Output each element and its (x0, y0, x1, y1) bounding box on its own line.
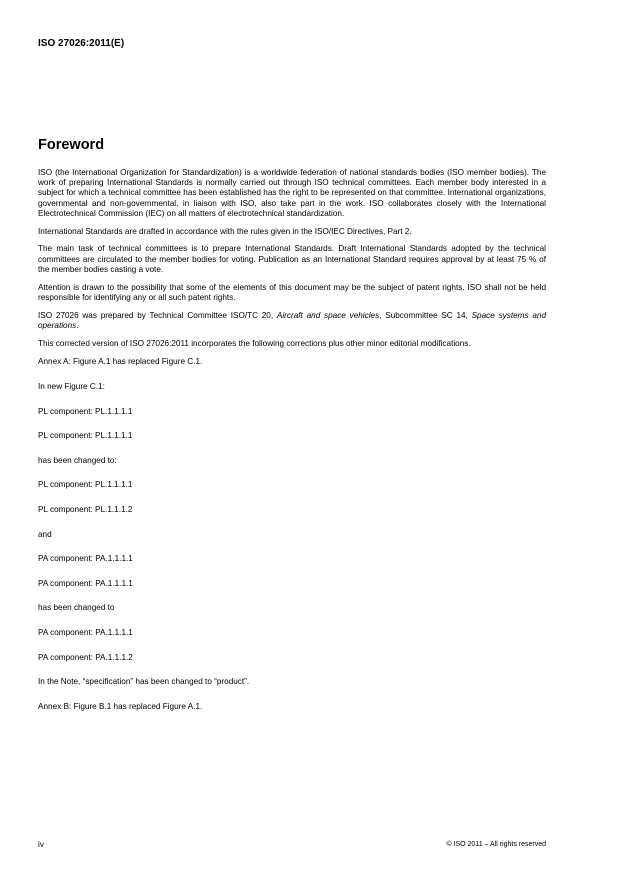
page-title: Foreword (38, 137, 105, 153)
correction-line: PA component: PA.1.1.1.1 (38, 627, 133, 637)
correction-line: In new Figure C.1: (38, 382, 105, 391)
paragraph-directives: International Standards are drafted in accordance with the rules given in the ISO/IEC Directives, Part 2. (38, 226, 412, 236)
prepared-by-text-3: . (76, 320, 79, 330)
paragraph-corrected-version: This corrected version of ISO 27026:2011 incorporates the following corrections plus other minor editorial modifications. (38, 338, 471, 348)
correction-line: Annex B: Figure B.1 has replaced Figure A.1. (38, 701, 203, 711)
correction-line: PA component: PA.1.1.1.1 (38, 554, 133, 564)
paragraph-committee-task: The main task of technical committees is to prepare International Standards. Draft International Standards adopted by the technical committees are circulated to the member bodies for voting. Publication as an International Standard requires approval by at least 75 % of the member bodies casting a vote. (38, 244, 546, 274)
paragraph-prepared-by (38, 311, 546, 331)
correction-line: has been changed to (38, 603, 115, 613)
correction-line: PL component: PL.1.1.1.2 (38, 504, 133, 514)
correction-line: PA component: PA.1.1.1.2 (38, 652, 133, 662)
document-header-id: ISO 27026:2011(E) (38, 38, 125, 49)
correction-line: PL component: PL.1.1.1.1 (38, 480, 133, 490)
subcommittee-name: Space systems and operations (38, 310, 547, 330)
paragraph-iso-intro: ISO (the International Organization for Standardization) is a worldwide federation of national standards bodies (ISO member bodies). The work of preparing International Standards is normally carried out through ISO technical committees. Each member body interested in a subject for which a technical committee has been established has the right to be represented on that committee. International organizations, governmental and non-governmental, in liaison with ISO, also take part in the work. ISO collaborates closely with the International Electrotechnical Commission (IEC) on all matters of electrotechnical standardization. (38, 168, 546, 218)
prepared-by-text-1: ISO 27026 was prepared by Technical Committee ISO/TC 20, (38, 310, 277, 320)
copyright-notice: © ISO 2011 – All rights reserved (446, 841, 546, 848)
page-number: iv (38, 840, 44, 849)
correction-line: PA component: PA.1.1.1.1 (38, 578, 133, 588)
foreword-body (38, 168, 546, 726)
correction-line: and (38, 529, 52, 539)
correction-line: PL component: PL.1.1.1.1 (38, 431, 133, 441)
correction-line: PL component: PL.1.1.1.1 (38, 406, 133, 416)
paragraph-patent-rights: Attention is drawn to the possibility that some of the elements of this document may be the subject of patent rights. ISO shall not be held responsible for identifying any or all such patent rights. (38, 282, 546, 302)
correction-line: In the Note, “specification” has been changed to “product”. (38, 677, 250, 687)
committee-name: Aircraft and space vehicles (276, 310, 380, 320)
correction-line: Annex A: Figure A.1 has replaced Figure C.1. (38, 357, 203, 367)
correction-line: has been changed to: (38, 455, 117, 465)
prepared-by-text-2: , Subcommittee SC 14, (379, 310, 472, 320)
